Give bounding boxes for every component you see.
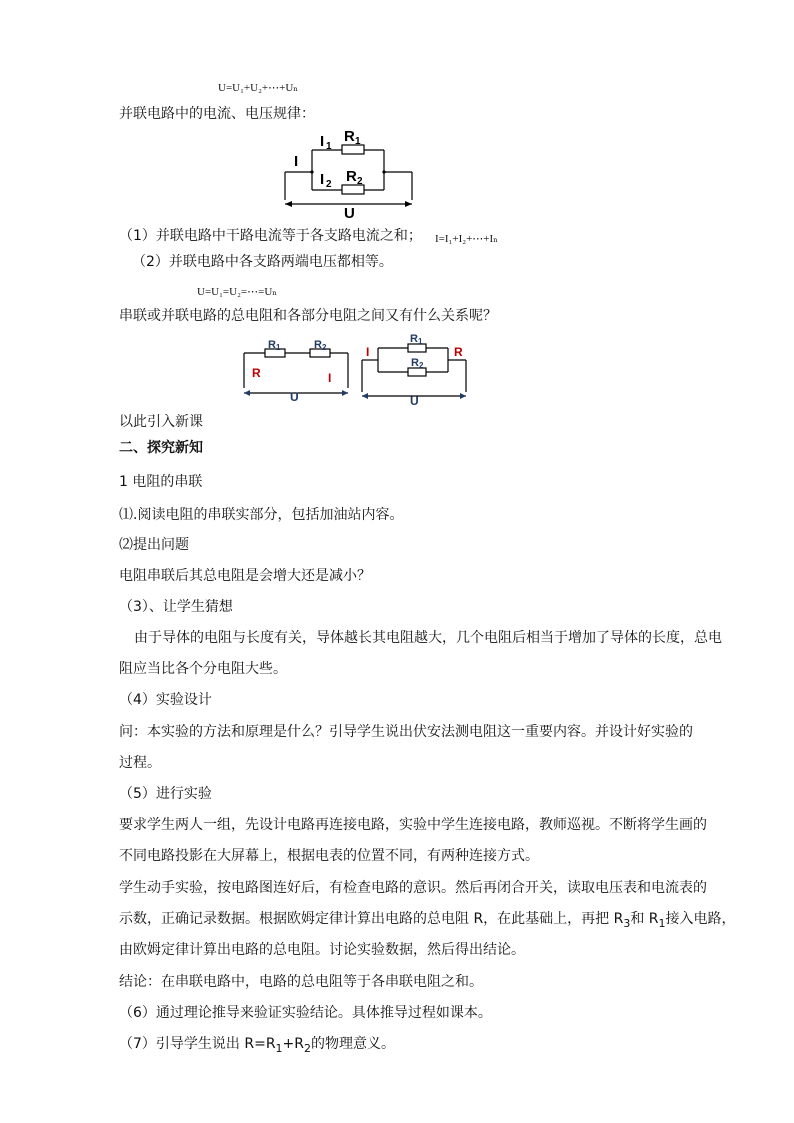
parallel-rule-2: （2）并联电路中各支路两端电压都相等。 (132, 254, 393, 270)
step-7-b: +R (282, 1036, 305, 1052)
parallel2-label-u: U (410, 394, 419, 406)
conclusion: 结论：在串联电路中，电路的总电阻等于各串联电阻之和。 (119, 974, 483, 990)
guess-line-2: 阻应当比各个分电阻大些。 (119, 661, 287, 677)
exp2-line-1: 学生动手实验，按电路图连好后，有检查电路的意识。然后再闭合开关，读取电压表和电流表的 (119, 880, 707, 896)
exp-line-1: 要求学生两人一组，先设计电路再连接电路，实验中学生连接电路，教师巡视。不断将学生画的 (119, 817, 707, 833)
parallel2-label-r1-sub: 1 (418, 337, 423, 346)
parallel-circuit-diagram-2 (358, 330, 472, 406)
parallel2-label-r2-sub: 2 (419, 361, 424, 370)
step-ask: ⑵提出问题 (119, 537, 189, 553)
step-experiment: （5）进行实验 (119, 786, 212, 802)
formula-series-voltage: U=U₁+U₂+⋯+Uₙ (218, 82, 299, 94)
exp2-line-2 (119, 909, 736, 934)
item-resistor-series: 1 电阻的串联 (119, 474, 203, 490)
parallel2-label-r1: R (410, 333, 418, 345)
step-7-a: （7）引导学生说出 R=R (119, 1036, 276, 1052)
label-r1-sub: 1 (355, 136, 361, 147)
label-i2: I (320, 171, 325, 188)
series-label-r1: R (268, 339, 276, 351)
step-derive: （6）通过理论推导来验证实验结论。具体推导过程如课本。 (119, 1005, 492, 1021)
label-r2: R (346, 168, 357, 185)
question-total-resistance: 串联或并联电路的总电阻和各部分电阻之间又有什么关系呢？ (119, 308, 497, 324)
section-heading: 二、探究新知 (119, 440, 203, 456)
exp2-line-2-b: 和 R (630, 911, 659, 927)
parallel-rule-1: （1）并联电路中干路电流等于各支路电流之和； (119, 228, 422, 244)
step-7-c: 的物理意义。 (311, 1036, 396, 1052)
series-label-r: R (252, 366, 261, 380)
intro-new-lesson: 以此引入新课 (119, 414, 203, 430)
step-meaning (119, 1034, 395, 1059)
parallel2-label-r: R (454, 345, 463, 359)
label-i2-sub: 2 (326, 179, 332, 190)
guess-line-1: 由于导体的电阻与长度有关，导体越长其电阻越大，几个电阻后相当于增加了导体的长度，总电 (134, 630, 722, 646)
label-u: U (344, 205, 355, 220)
step-7-sub2: 2 (304, 1041, 312, 1055)
step-read: ⑴.阅读电阻的串联实部分，包括加油站内容。 (119, 507, 404, 523)
label-r2-sub: 2 (357, 176, 363, 187)
heading-parallel-rules: 并联电路中的电流、电压规律： (119, 106, 315, 122)
formula-parallel-voltage: U=U₁=U₂=⋯=Uₙ (197, 286, 278, 298)
parallel-circuit-diagram (280, 128, 420, 220)
question-increase: 电阻串联后其总电阻是会增大还是减小？ (119, 568, 371, 584)
exp2-line-2-sub2: 1 (658, 916, 666, 930)
series-label-r2-sub: 2 (322, 343, 327, 352)
parallel2-label-r2: R (411, 357, 419, 369)
exp-line-2: 不同电路投影在大屏幕上，根据电表的位置不同，有两种连接方式。 (119, 848, 539, 864)
exp2-line-2-c: 接入电路， (665, 911, 736, 927)
series-label-u: U (290, 390, 299, 404)
parallel2-label-i: I (366, 345, 370, 359)
series-circuit-diagram (240, 336, 352, 404)
label-i1: I (320, 133, 325, 150)
step-guess: （3）、让学生猜想 (119, 599, 233, 615)
exp2-line-2-sub1: 3 (623, 916, 631, 930)
series-label-r2: R (314, 339, 322, 351)
step-design: （4）实验设计 (119, 692, 212, 708)
design-line-2: 过程。 (119, 755, 161, 771)
exp2-line-2-a: 示数，正确记录数据。根据欧姆定律计算出电路的总电阻 R，在此基础上，再把 R (119, 911, 624, 927)
formula-parallel-current: I=I₁+I₂+⋯+Iₙ (435, 233, 498, 245)
exp2-line-3: 由欧姆定律计算出电路的总电阻。讨论实验数据，然后得出结论。 (119, 942, 525, 958)
label-r1: R (344, 128, 355, 145)
series-label-i: I (328, 371, 332, 385)
parallel2-resistor-r1 (408, 344, 426, 352)
series-label-r1-sub: 1 (276, 343, 281, 352)
step-7-sub1: 1 (275, 1041, 283, 1055)
label-i1-sub: 1 (326, 141, 332, 152)
design-line-1: 问：本实验的方法和原理是什么？引导学生说出伏安法测电阻这一重要内容。并设计好实验的 (119, 724, 693, 740)
resistor-r1 (342, 145, 364, 154)
label-i: I (294, 153, 299, 170)
